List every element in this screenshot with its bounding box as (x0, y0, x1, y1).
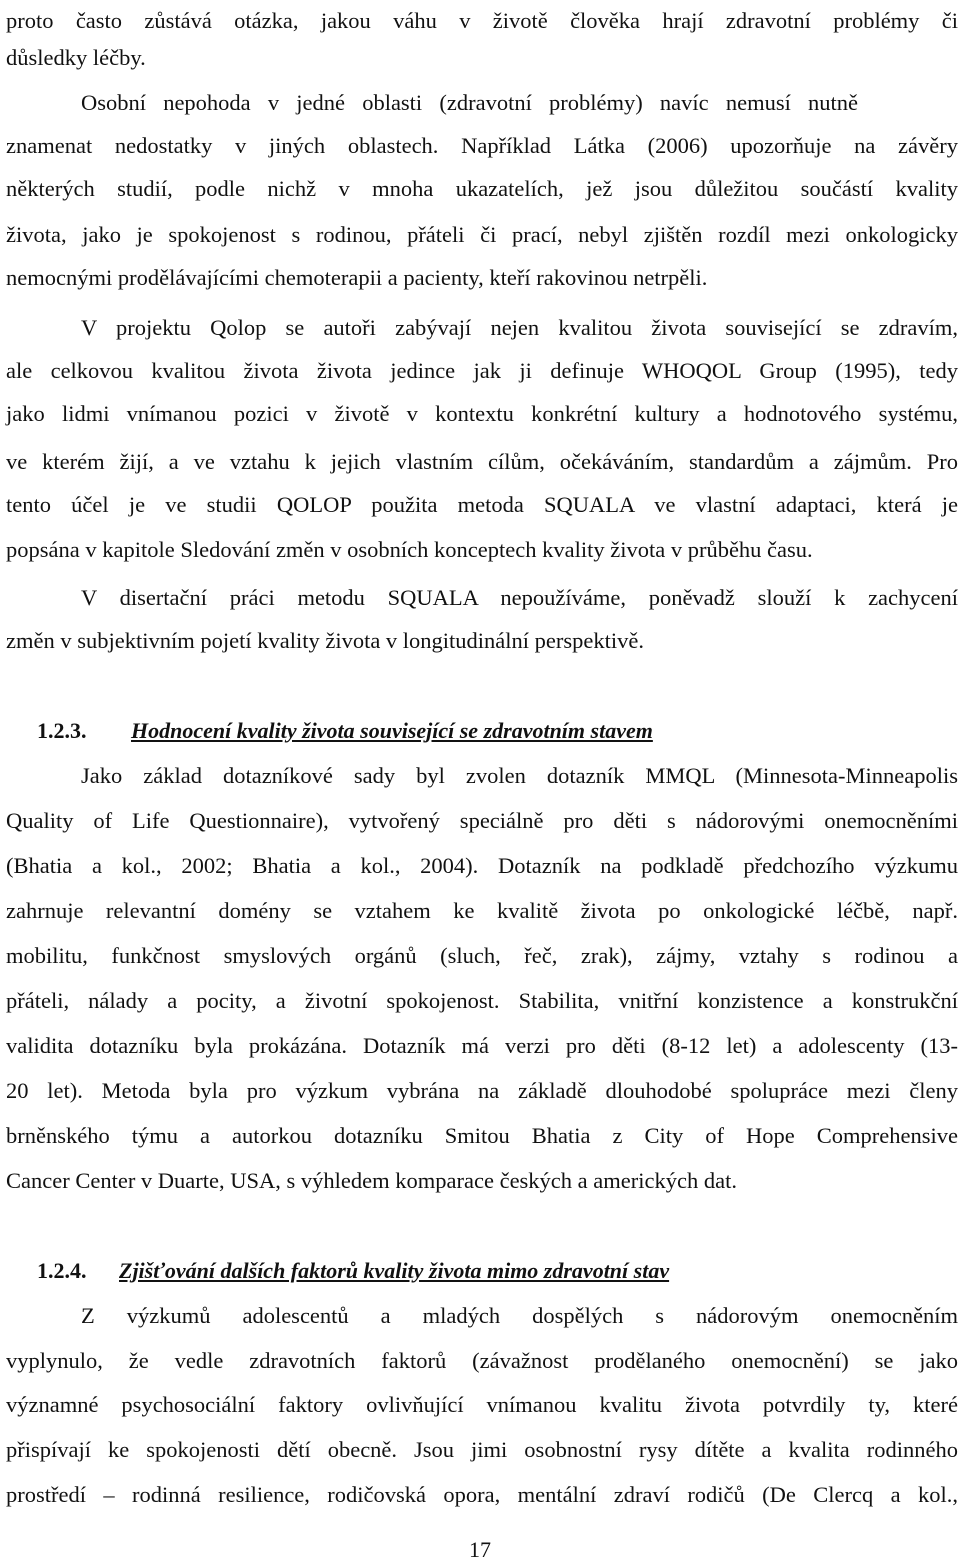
section-number: 1.2.4. (37, 1258, 87, 1283)
text-line: Osobní nepohoda v jedné oblasti (zdravotní problémy) navíc nemusí nutně (81, 90, 858, 115)
text-line: tento účel je ve studii QOLOP použita metoda SQUALA ve vlastní adaptaci, která je (6, 492, 958, 517)
text-line: proto často zůstává otázka, jakou váhu v životě člověka hrají zdravotní problémy či (6, 8, 958, 33)
text-line: V disertační práci metodu SQUALA nepoužíváme, poněvadž slouží k zachycení (81, 585, 958, 610)
text-line: ale celkovou kvalitou života života jedince jak ji definuje WHOQOL Group (1995), tedy (6, 358, 958, 383)
text-line: přispívají ke spokojenosti dětí obecně. Jsou jimi osobnostní rysy dítěte a kvalita rodinného (6, 1437, 958, 1462)
section-title: Zjišťování dalších faktorů kvality života mimo zdravotní stav (119, 1258, 670, 1283)
text-line: brněnského týmu a autorkou dotazníku Smitou Bhatia z City of Hope Comprehensive (6, 1123, 958, 1148)
text-line: popsána v kapitole Sledování změn v osobních konceptech kvality života v průběhu času. (6, 537, 813, 562)
text-line: vyplynulo, že vedle zdravotních faktorů (závažnost prodělaného onemocnění) se jako (6, 1348, 958, 1373)
text-line: ve kterém žijí, a ve vztahu k jejich vlastním cílům, očekáváním, standardům a zájmům. Pro (6, 449, 958, 474)
text-line: (Bhatia a kol., 2002; Bhatia a kol., 2004). Dotazník na podkladě předchozího výzkumu (6, 853, 958, 878)
text-line: změn v subjektivním pojetí kvality života v longitudinální perspektivě. (6, 628, 645, 653)
text-line: prostředí – rodinná resilience, rodičovská opora, mentální zdraví rodičů (De Clercq a kol., (6, 1482, 958, 1507)
text-line: některých studií, podle nichž v mnoha ukazatelích, jež jsou důležitou součástí kvality (6, 176, 958, 201)
text-line: přáteli, nálady a pocity, a životní spokojenost. Stabilita, vnitřní konzistence a konstrukční (6, 988, 958, 1013)
section-title: Hodnocení kvality života související se zdravotním stavem (131, 718, 653, 743)
text-line: Cancer Center v Duarte, USA, s výhledem komparace českých a amerických dat. (6, 1168, 737, 1193)
text-line: nemocnými prodělávajícími chemoterapii a pacienty, kteří rakovinou netrpěli. (6, 265, 708, 290)
text-line: významné psychosociální faktory ovlivňující vnímanou kvalitu života potvrdily ty, které (6, 1392, 958, 1417)
text-line: V projektu Qolop se autoři zabývají nejen kvalitou života související se zdravím, (81, 315, 958, 340)
text-line: důsledky léčby. (6, 45, 146, 70)
text-line: Z výzkumů adolescentů a mladých dospělých s nádorovým onemocněním (81, 1303, 958, 1328)
text-line: Quality of Life Questionnaire), vytvořený speciálně pro děti s nádorovými onemocněními (6, 808, 958, 833)
text-line: validita dotazníku byla prokázána. Dotazník má verzi pro děti (8-12 let) a adolescenty (13- (6, 1033, 958, 1058)
section-heading (6, 1256, 669, 1286)
text-line: mobilitu, funkčnost smyslových orgánů (sluch, řeč, zrak), zájmy, vztahy s rodinou a (6, 943, 958, 968)
section-heading (6, 716, 653, 746)
section-number: 1.2.3. (37, 718, 87, 743)
text-line: jako lidmi vnímanou pozici v životě v kontextu konkrétní kultury a hodnotového systému, (6, 401, 958, 426)
text-line: Jako základ dotazníkové sady byl zvolen dotazník MMQL (Minnesota-Minneapolis (81, 763, 958, 788)
text-line: života, jako je spokojenost s rodinou, přáteli či prací, nebyl zjištěn rozdíl mezi onkologicky (6, 222, 958, 247)
page-number: 17 (469, 1537, 491, 1562)
text-line: zahrnuje relevantní domény se vztahem ke kvalitě života po onkologické léčbě, např. (6, 898, 958, 923)
text-line: 20 let). Metoda byla pro výzkum vybrána na základě dlouhodobé spolupráce mezi členy (6, 1078, 958, 1103)
text-line: znamenat nedostatky v jiných oblastech. Například Látka (2006) upozorňuje na závěry (6, 133, 958, 158)
